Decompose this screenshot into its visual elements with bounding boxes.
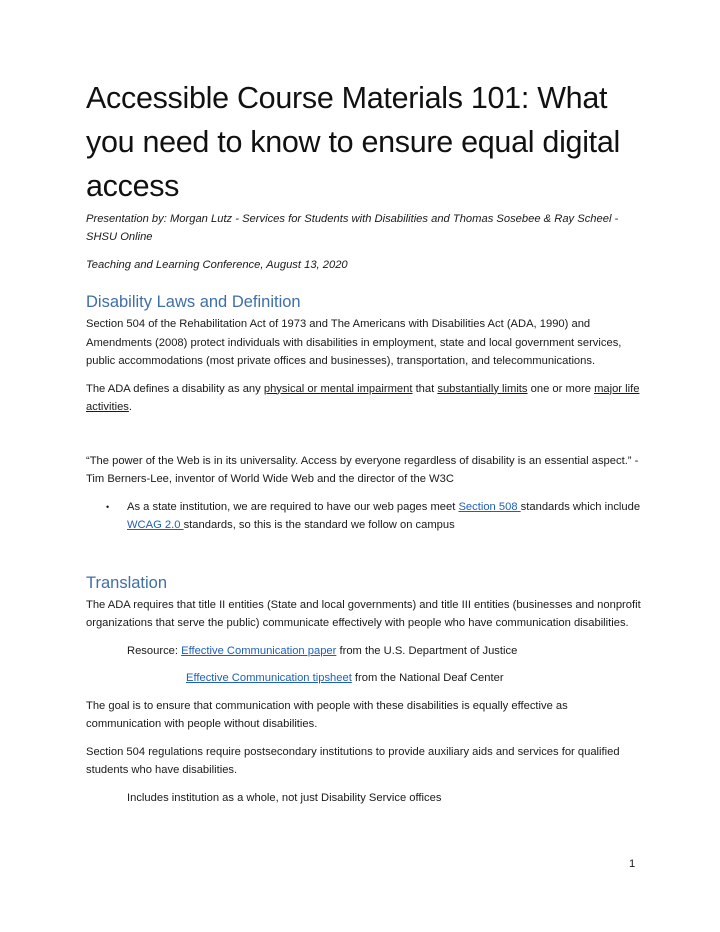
definition-mid1: that [412, 382, 438, 395]
section-508-link[interactable]: Section 508 [458, 500, 521, 513]
effective-communication-paper-link[interactable]: Effective Communication paper [181, 644, 337, 657]
section508-bullet [127, 498, 646, 535]
definition-mid2: one or more [527, 382, 595, 395]
heading-disability-laws: Disability Laws and Definition [86, 293, 301, 311]
wcag-link[interactable]: WCAG 2.0 [127, 519, 184, 531]
bullet-mid: standards which include [520, 500, 641, 513]
section504-paragraph: Section 504 regulations require postsecondary institutions to provide auxiliary aids and services for qualified students who have disabilities. [86, 745, 620, 776]
term-substantially-limits: substantially limits [437, 382, 528, 395]
goal-paragraph: The goal is to ensure that communication with people with these disabilities is equally effective as communication with people without disabilities. [86, 699, 568, 730]
presenters-line: Presentation by: Morgan Lutz - Services for Students with Disabilities and Thomas Sosebee & Ray Scheel - SHSU Online [86, 213, 619, 243]
resource-line-1 [86, 642, 646, 661]
ada-definition [86, 380, 646, 417]
resource1-suffix: from the U.S. Department of Justice [336, 644, 518, 657]
laws-paragraph: Section 504 of the Rehabilitation Act of 1973 and The Americans with Disabilities Act (ADA, 1990) and Amendments (2008) protect individuals with disabilities in employment, state and local government services, public accommodations (most private offices and businesses), transportation, and telecommunications. [86, 318, 622, 367]
conference-line: Teaching and Learning Conference, August 13, 2020 [86, 259, 348, 271]
bullet-icon: • [106, 501, 110, 512]
resource-label: Resource: [127, 644, 182, 657]
resource2-suffix: from the National Deaf Center [351, 672, 504, 684]
term-physical-mental-impairment: physical or mental impairment [263, 382, 413, 395]
list-item [86, 498, 646, 535]
page-number: 1 [629, 858, 636, 870]
effective-communication-tipsheet-link[interactable]: Effective Communication tipsheet [186, 672, 352, 684]
resource-line-2 [86, 669, 646, 688]
document-content [86, 76, 646, 807]
bullet-suffix: standards, so this is the standard we follow on campus [183, 519, 455, 531]
definition-prefix: The ADA defines a disability as any [86, 382, 264, 395]
term-major-life-activities: major life activities [86, 382, 640, 413]
institution-note: Includes institution as a whole, not just Disability Service offices [127, 791, 442, 804]
berners-lee-quote: “The power of the Web is in its universality. Access by everyone regardless of disability is an essential aspect.” -Tim Berners-Lee, inventor of World Wide Web and the director of the W3C [86, 454, 639, 485]
definition-suffix: . [128, 401, 133, 413]
heading-translation: Translation [86, 573, 168, 592]
bullet-prefix: As a state institution, we are required to have our web pages meet [127, 500, 459, 513]
document-title: Accessible Course Materials 101: What you need to know to ensure equal digital access [86, 81, 620, 203]
ada-title-paragraph: The ADA requires that title II entities (State and local governments) and title III entities (businesses and nonprofit organizations that serve the public) communicate effectively with people who have communication disabilities. [86, 598, 641, 629]
